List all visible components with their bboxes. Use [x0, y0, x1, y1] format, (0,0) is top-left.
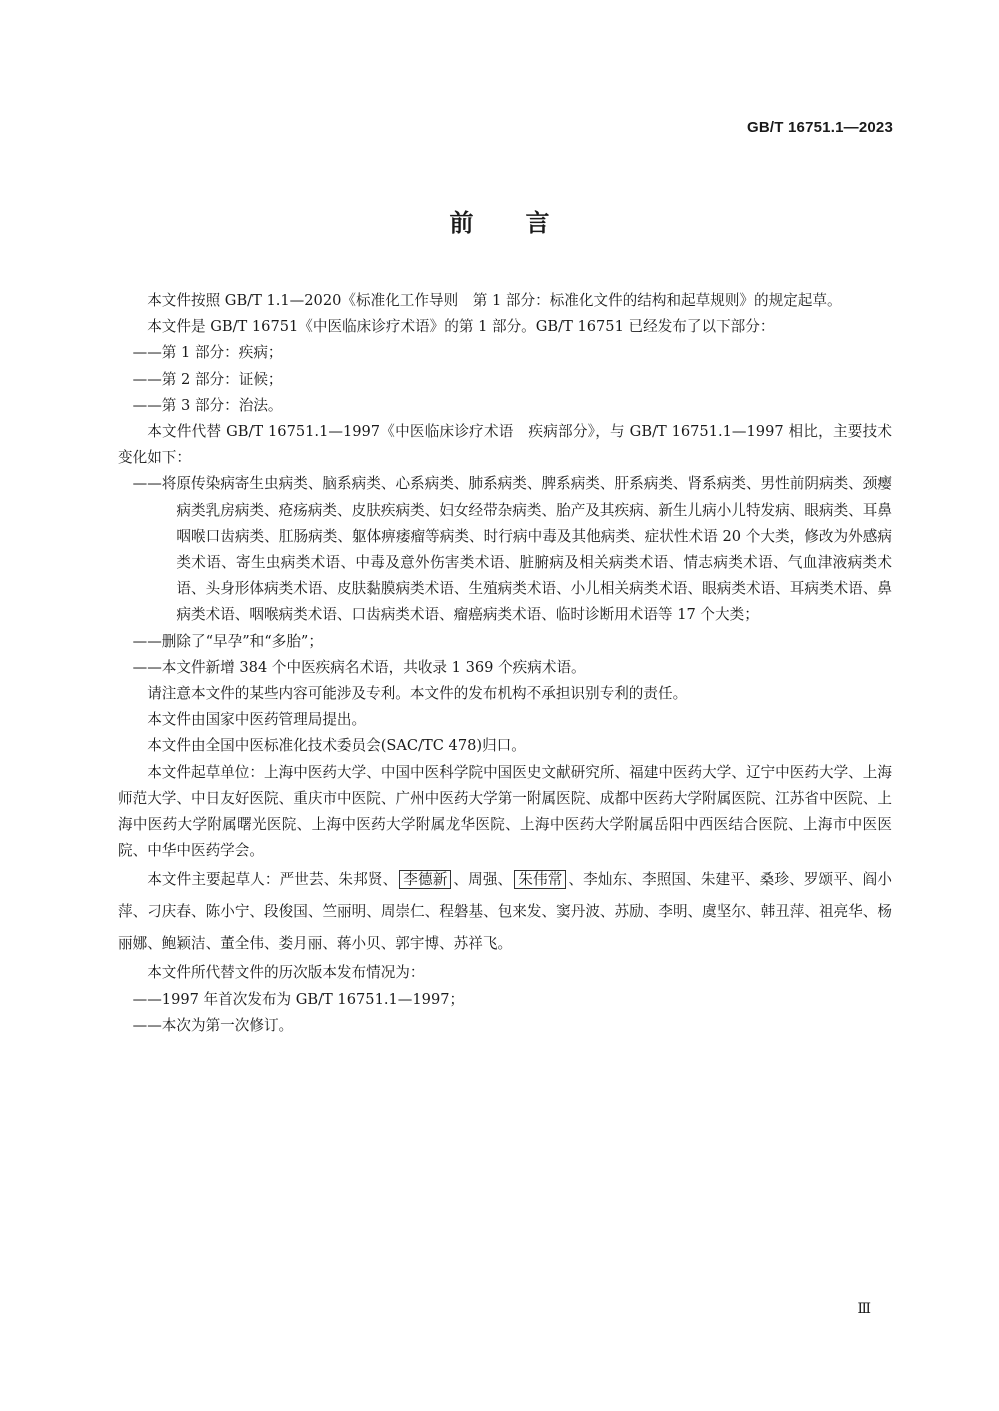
paragraph-drafting-units: 本文件起草单位：上海中医药大学、中国中医科学院中国医史文献研究所、福建中医药大学、辽宁中医药大学、上海师范大学、中日友好医院、重庆市中医院、广州中医药大学第一附属医院、成都中医药大学附属医院、江苏省中医院、上海中医药大学附属曙光医院、上海中医药大学附属龙华医院、上海中医药大学附属岳阳中西医结合医院、上海市中医医院、中华中医药学会。 — [118, 763, 892, 860]
list-item-part-2: ——第 2 部分：证候； — [132, 370, 283, 388]
drafters-prefix: 本文件主要起草人：严世芸、朱邦贤、 — [147, 871, 398, 889]
paragraph-proposed-by: 本文件由国家中医药管理局提出。 — [147, 711, 367, 729]
paragraph-main-drafters — [118, 864, 892, 960]
page-title: 前言 — [449, 209, 602, 237]
paragraph-drafting-rules: 本文件按照 GB/T 1.1—2020《标准化工作导则 第 1 部分：标准化文件的结构和起草规则》的规定起草。 — [147, 292, 842, 309]
paragraph-version-history: 本文件所代替文件的历次版本发布情况为： — [147, 964, 425, 982]
paragraph-patent-notice: 请注意本文件的某些内容可能涉及专利。本文件的发布机构不承担识别专利的责任。 — [147, 685, 688, 703]
paragraph-series: 本文件是 GB/T 16751《中医临床诊疗术语》的第 1 部分。GB/T 16751 已经发布了以下部分： — [147, 318, 775, 336]
drafter-boxed-name: 李德新 — [399, 870, 451, 889]
drafters-suffix: 、李灿东、李照国、朱建平、桑珍、罗颂平、阎小萍、刁庆春、陈小宁、段俊国、竺丽明、周崇仁、程磐基、包来发、窦丹波、苏励、李明、虞坚尔、韩丑萍、祖亮华、杨丽娜、鲍颖洁、董全伟、娄月丽、蒋小贝、郭宇博、苏祥飞。 — [118, 871, 892, 953]
list-item-part-3: ——第 3 部分：治法。 — [132, 396, 283, 414]
list-item-change-1: ——将原传染病寄生虫病类、脑系病类、心系病类、肺系病类、脾系病类、肝系病类、肾系病类、男性前阴病类、颈瘿病类乳房病类、疮疡病类、皮肤疾病类、妇女经带杂病类、胎产及其疾病、新生儿病小儿特发病、眼病类、耳鼻咽喉口齿病类、肛肠病类、躯体痹痿瘤等病类、时行病中毒及其他病类、症状性术语 20 个大类，修改为外感病类术语、寄生虫病类术语、中毒及意外伤害类术语、脏腑病及相关病类术语、情志病类术语、气血津液病类术语、头身形体病类术语、皮肤黏膜病类术语、生殖病类术语、小儿相关病类术语、眼病类术语、耳病类术语、鼻病类术语、咽喉病类术语、口齿病类术语、瘤癌病类术语、临时诊断用术语等 17 个大类； — [132, 475, 892, 624]
foreword-body — [118, 288, 892, 1039]
list-item-part-1: ——第 1 部分：疾病； — [132, 344, 283, 362]
page-number: Ⅲ — [857, 1301, 871, 1317]
list-item-history-2: ——本次为第一次修订。 — [132, 1016, 294, 1034]
list-item-history-1: ——1997 年首次发布为 GB/T 16751.1—1997； — [132, 990, 465, 1008]
list-item-change-2: ——删除了“早孕”和“多胎”； — [132, 632, 323, 650]
paragraph-replaces: 本文件代替 GB/T 16751.1—1997《中医临床诊疗术语 疾病部分》，与 GB/T 16751.1—1997 相比，主要技术变化如下： — [118, 423, 892, 467]
paragraph-under-jurisdiction: 本文件由全国中医标准化技术委员会(SAC/TC 478)归口。 — [147, 737, 526, 755]
drafters-mid: 、周强、 — [453, 871, 513, 889]
drafter-boxed-name: 朱伟常 — [514, 870, 566, 889]
standard-code: GB/T 16751.1—2023 — [747, 119, 893, 136]
list-item-change-3: ——本文件新增 384 个中医疾病名术语，共收录 1 369 个疾病术语。 — [132, 658, 586, 676]
